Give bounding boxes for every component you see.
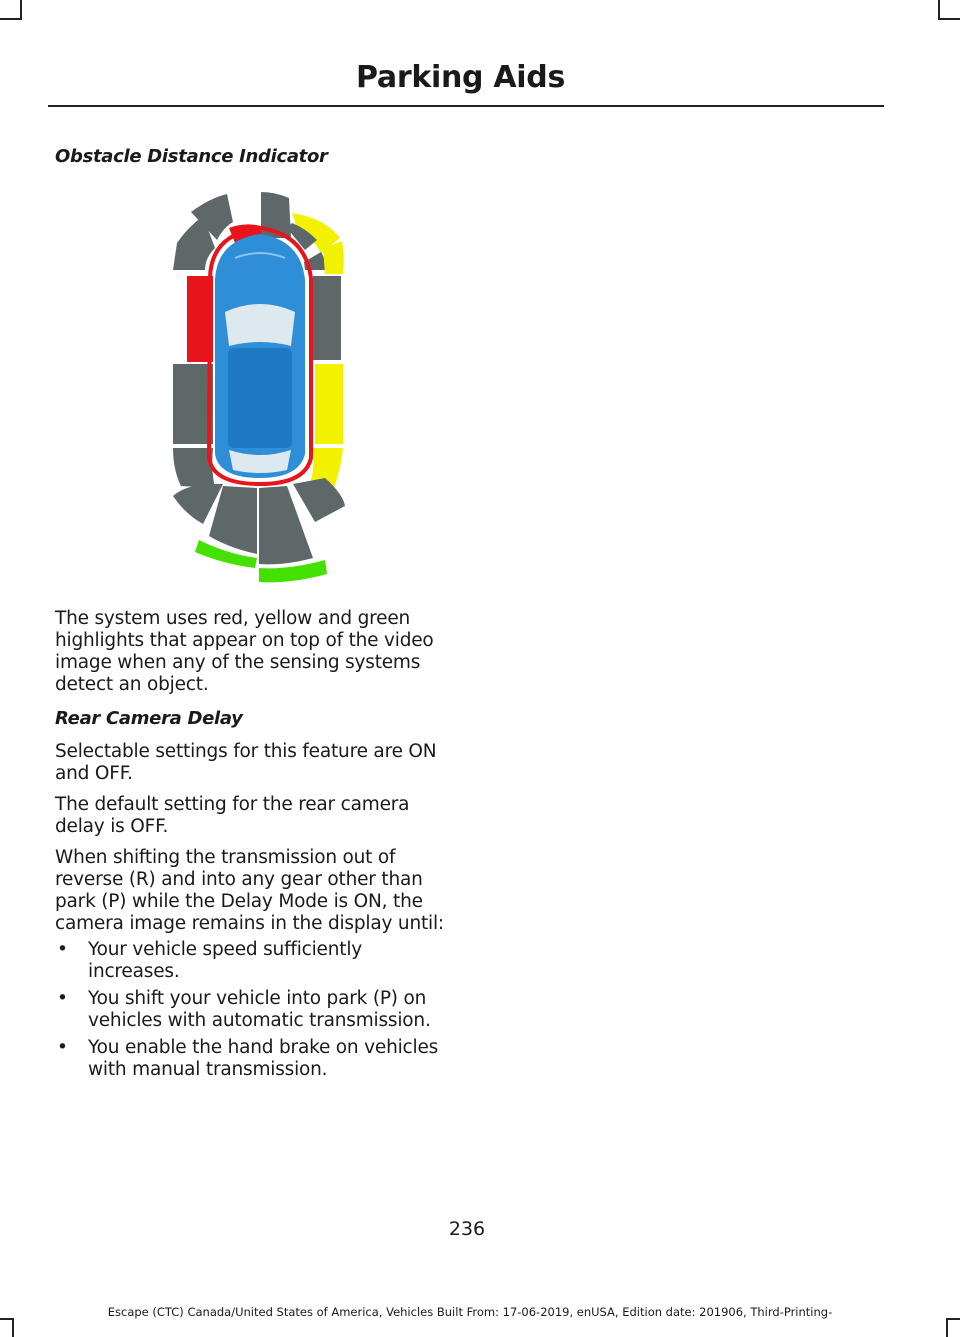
delay-paragraph-1: Selectable settings for this feature are ON and OFF.	[55, 741, 437, 784]
crop-mark	[12, 1318, 14, 1337]
bullet-glyph: •	[57, 939, 68, 960]
crop-mark	[946, 1318, 960, 1320]
zone-rear-right-mid	[293, 478, 345, 522]
crop-mark	[20, 0, 22, 20]
car-windshield	[225, 304, 295, 346]
obstacle-description: The system uses red, yellow and green highlights that appear on top of the video image when any of the sensing systems detect an object.	[55, 608, 434, 695]
delay-paragraph-3: When shifting the transmission out of reverse (R) and into any gear other than park (P) while the Delay Mode is ON, the camera image remains in the display until:	[55, 847, 444, 934]
page-number: 236	[448, 1218, 486, 1240]
crop-mark	[938, 0, 940, 20]
header-divider	[48, 105, 884, 107]
crop-mark	[0, 1318, 14, 1320]
section-heading-obstacle: Obstacle Distance Indicator	[55, 146, 328, 167]
crop-mark	[938, 18, 960, 20]
obstacle-distance-figure	[165, 188, 355, 588]
obstacle-section	[55, 146, 455, 167]
bullet-text: Your vehicle speed sufficiently increases.	[88, 939, 363, 982]
bullet-text: You shift your vehicle into park (P) on vehicles with automatic transmission.	[88, 988, 431, 1031]
car-roof	[228, 348, 292, 448]
crop-mark	[946, 1318, 948, 1337]
delay-paragraph-2: The default setting for the rear camera delay is OFF.	[55, 794, 410, 837]
zone-right-front-gray	[313, 276, 341, 360]
page-header-title: Parking Aids	[356, 60, 565, 95]
crop-mark	[0, 18, 22, 20]
page-footer: Escape (CTC) Canada/United States of America, Vehicles Built From: 17-06-2019, enUSA, Edition date: 201906, Third-Printing-	[107, 1305, 833, 1319]
bullet-glyph: •	[57, 988, 68, 1009]
bullet-glyph: •	[57, 1037, 68, 1058]
bullet-text: You enable the hand brake on vehicles with manual transmission.	[88, 1037, 439, 1080]
zone-left-rear-gray	[173, 364, 213, 444]
section-heading-delay: Rear Camera Delay	[55, 708, 243, 729]
zone-right-rear-yellow	[315, 364, 343, 444]
